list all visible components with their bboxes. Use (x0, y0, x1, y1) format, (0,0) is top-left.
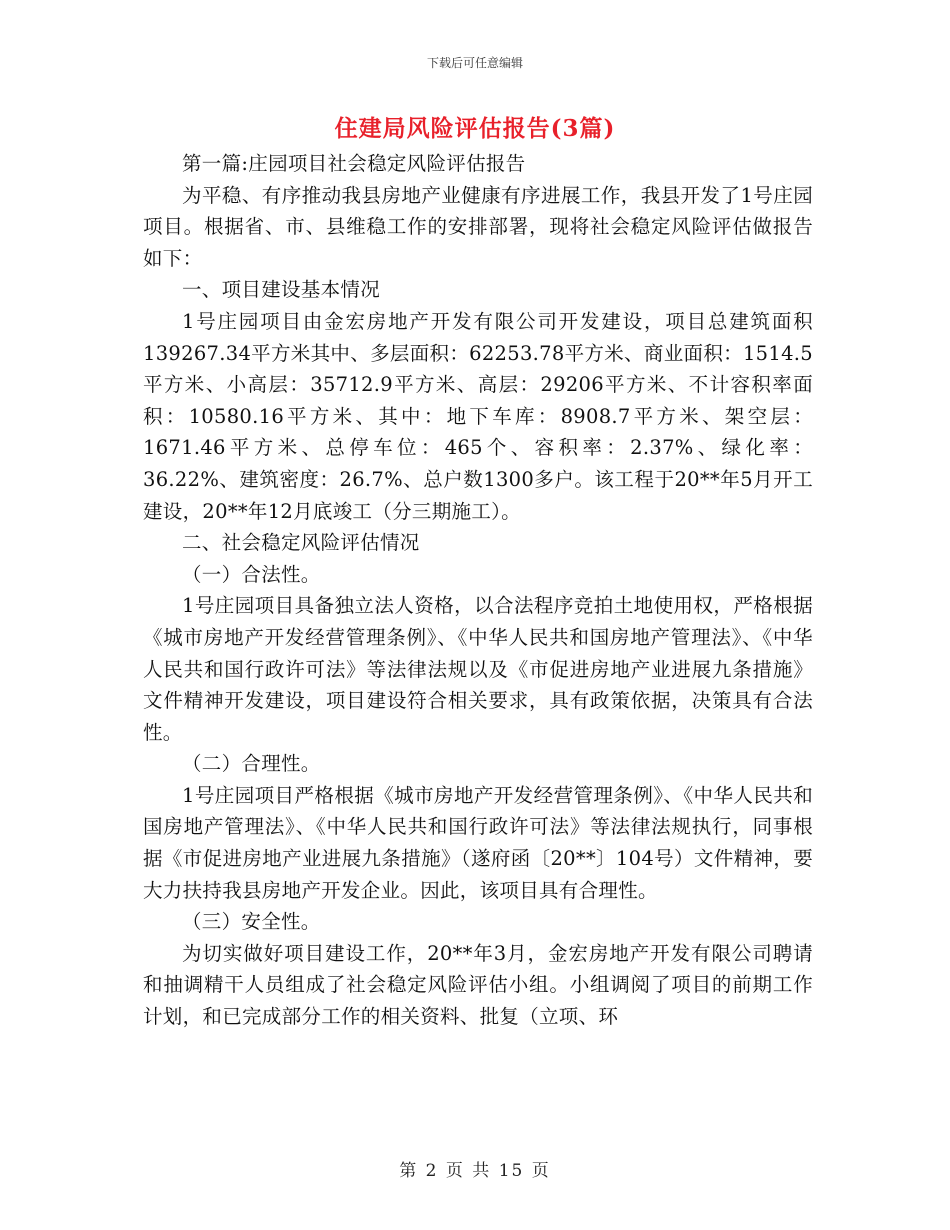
page-footer: 第 2 页 共 15 页 (399, 1161, 551, 1181)
subheading-safety: （三）安全性。 (182, 910, 321, 934)
document-body (143, 148, 813, 1033)
rationality-paragraph: 1号庄园项目严格根据《城市房地产开发经营管理条例》、《中华人民共和国房地产管理法》、《中华人民共和国行政许可法》等法律法规执行，同事根据《市促进房地产业进展九条措施》（遂府函〔20**〕104号）文件精神，要大力扶持我县房地产开发企业。因此，该项目具有合理性。 (143, 783, 813, 902)
intro-paragraph: 为平稳、有序推动我县房地产业健康有序进展工作，我县开发了1号庄园项目。根据省、市、县维稳工作的安排部署，现将社会稳定风险评估做报告如下： (143, 183, 813, 270)
header-note: 下载后可任意编辑 (426, 56, 523, 70)
project-details-paragraph: 1号庄园项目由金宏房地产开发有限公司开发建设，项目总建筑面积139267.34平方米其中、多层面积：62253.78平方米、商业面积：1514.5平方米、小高层：35712.9平方米、高层：29206平方米、不计容积率面积：10580.16平方米、其中：地下车库：8908.7平方米、架空层：1671.46平方米、总停车位：465个、容积率：2.37%、绿化率：36.22%、建筑密度：26.7%、总户数1300多户。该工程于20**年5月开工建设，20**年12月底竣工（分三期施工）。 (143, 309, 813, 523)
subheading-rationality: （二）合理性。 (182, 752, 321, 776)
section-heading-part1: 第一篇:庄园项目社会稳定风险评估报告 (182, 152, 526, 175)
safety-paragraph: 为切实做好项目建设工作，20**年3月，金宏房地产开发有限公司聘请和抽调精干人员组成了社会稳定风险评估小组。小组调阅了项目的前期工作计划，和已完成部分工作的相关资料、批复（立项、环 (143, 941, 813, 1029)
section-heading-basic-info: 一、项目建设基本情况 (182, 278, 381, 302)
legality-paragraph: 1号庄园项目具备独立法人资格，以合法程序竞拍土地使用权，严格根据《城市房地产开发经营管理条例》、《中华人民共和国房地产管理法》、《中华人民共和国行政许可法》等法律法规以及《市促进房地产业进展九条措施》文件精神开发建设，项目建设符合相关要求，具有政策依据，决策具有合法性。 (143, 594, 813, 744)
subheading-legality: （一）合法性。 (182, 562, 321, 586)
section-heading-risk-assessment: 二、社会稳定风险评估情况 (182, 531, 420, 555)
document-title: 住建局风险评估报告(3篇) (334, 115, 616, 142)
